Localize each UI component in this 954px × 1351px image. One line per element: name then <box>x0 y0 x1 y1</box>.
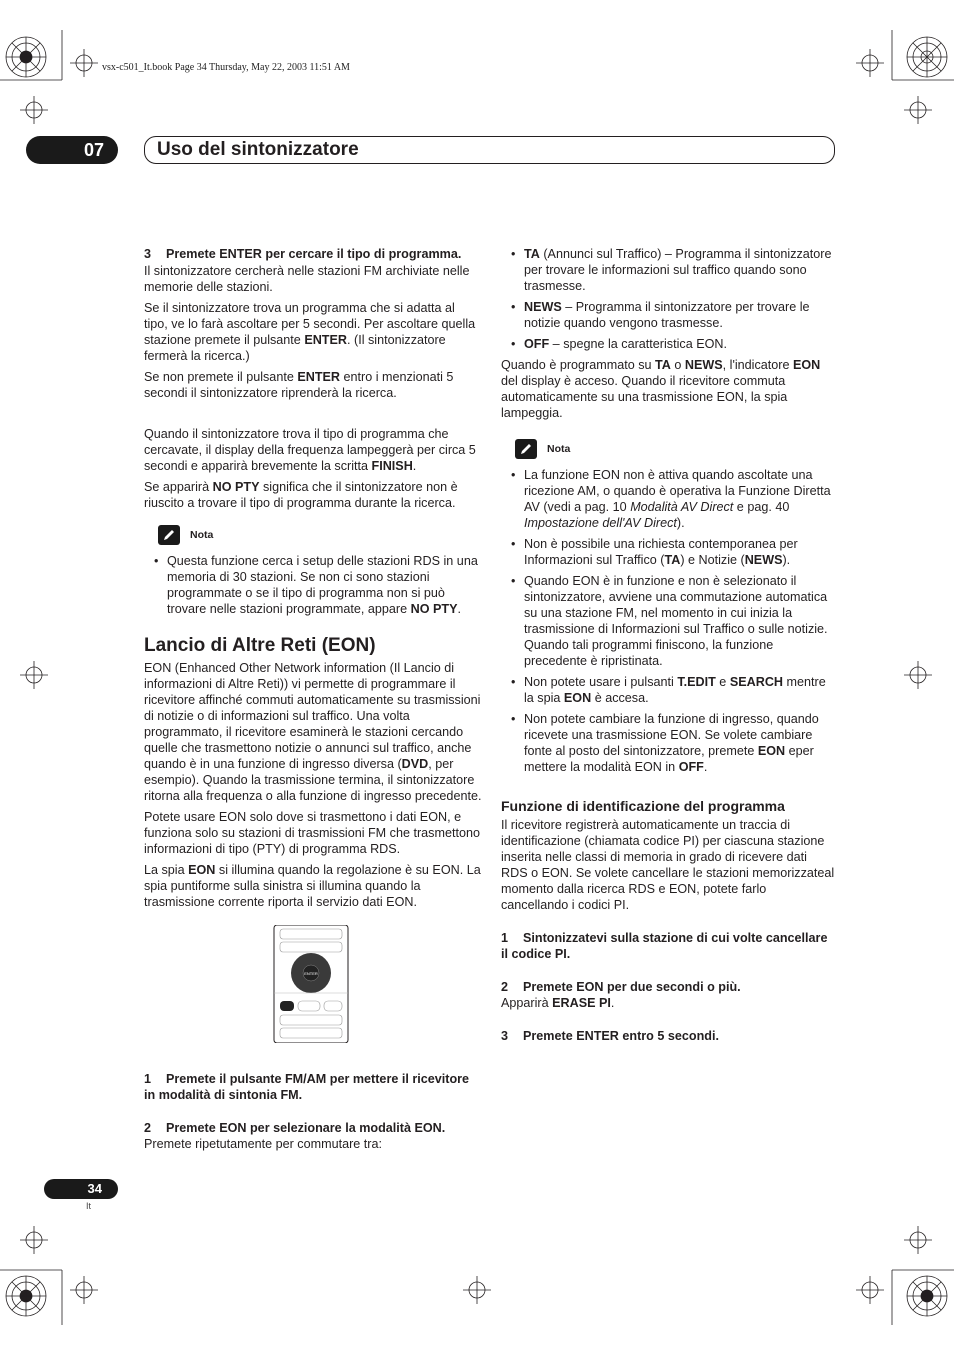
step-2-paragraph: Premete ripetutamente per commutare tra: <box>144 1137 382 1151</box>
left-column <box>144 246 482 1157</box>
step-2-heading: 2 Premete EON per selezionare la modalità EON. <box>144 1121 446 1135</box>
crosshair-bottom-center <box>463 1276 491 1304</box>
crosshair-left-middle <box>20 661 48 689</box>
pi-step-2-heading: 2 Premete EON per due secondi o più. <box>501 980 741 994</box>
note-list <box>144 553 482 617</box>
note-list <box>501 467 835 775</box>
right-column <box>501 246 835 1049</box>
list-item: • Non potete usare i pulsanti T.EDIT e SEARCH mentre la spia EON è accesa. <box>501 674 835 706</box>
eon-intro-paragraph: EON (Enhanced Other Network information (Il Lancio di informazioni di Altre Reti)) vi permette di programmare il ricevitore affinché commuti automaticamente su trasmissioni di notizie o di informazioni sul traffico. Una volta programmato, il ricevitore esaminerà le stazioni cercando quelle che trasmettono notizie o annunci sul traffico, anche quando è in una funzione di ingresso diversa (DVD, per esempio). Quando la trasmissione termina, il sintonizzatore ritorna alla frequenza o alla funzione di ingresso precedente. <box>144 661 482 803</box>
enter-paragraph: Se il sintonizzatore trova un programma che si adatta al tipo, ve lo farà ascoltare per 5 secondi. Per ascoltare quella stazione premete il pulsante ENTER. (Il sintonizzatore fermerà la ricerca.) <box>144 301 476 363</box>
pi-step-1-heading: 1 Sintonizzatevi sulla stazione di cui volte cancellare il codice PI. <box>501 931 828 961</box>
list-item: • TA (Annunci sul Traffico) – Programma il sintonizzatore per trovare le informazioni sul traffico quando sono trasmesse. <box>501 246 835 294</box>
registration-rosette-top-right <box>907 37 947 77</box>
crosshair-left-lower <box>20 1226 48 1254</box>
pi-paragraph: Il ricevitore registrerà automaticamente un traccia di identificazione (chiamata codice PI) per ciascuna stazione inserita nelle classi di memoria in grado di ricevere dati RDS o EON. Se volete cancellare le stazioni memorizzateal momento dalla ricerca RDS e EON, potete farlo cancellando i codici PI. <box>501 818 835 912</box>
eon-indicator-lit-paragraph: Quando è programmato su TA o NEWS, l'indicatore EON del display è acceso. Quando il ricevitore commuta automaticamente su una trasmissione EON, la spia lampeggia. <box>501 358 821 420</box>
list-item: • OFF – spegne la caratteristica EON. <box>501 336 835 352</box>
registration-rosette-bottom-left <box>6 1276 46 1316</box>
registration-rosette-bottom-right <box>907 1276 947 1316</box>
crosshair-top-right <box>856 49 884 77</box>
pencil-note-icon <box>515 439 537 459</box>
list-item: • Non è possibile una richiesta contemporanea per Informazioni sul Traffico (TA) e Notizie (NEWS). <box>501 536 835 568</box>
no-pty-paragraph: Se apparirà NO PTY significa che il sintonizzatore non è riuscito a trovare il tipo di programma durante la ricerca. <box>144 480 458 510</box>
pi-section-heading: Funzione di identificazione del programma <box>501 798 785 814</box>
crosshair-right-middle <box>904 661 932 689</box>
registration-rosette-top-left <box>6 37 46 77</box>
list-item: • NEWS – Programma il sintonizzatore per trovare le notizie quando vengono trasmesse. <box>501 299 835 331</box>
eon-section-heading: Lancio di Altre Reti (EON) <box>144 635 376 656</box>
list-item: • Non potete cambiare la funzione di ingresso, quando ricevete una trasmissione EON. Se volete cambiare fonte al posto del sintonizzatore, premete EON eper mettere la modalità EON in OFF. <box>501 711 835 775</box>
remote-control-illustration <box>272 925 350 1043</box>
step-1-heading: 1 Premete il pulsante FM/AM per mettere il ricevitore in modalità di sintonia FM. <box>144 1072 470 1102</box>
eon-availability-paragraph: Potete usare EON solo dove si trasmettono i dati EON, e funziona solo su stazioni di trasmissioni FM che trasmettono informazioni di tipo (PTY) di programma RDS. <box>144 810 480 856</box>
step-3-paragraph: Il sintonizzatore cercherà nelle stazioni FM archiviate nelle memorie delle stazioni. <box>144 264 470 294</box>
pi-step-3-heading: 3 Premete ENTER entro 5 secondi. <box>501 1029 719 1043</box>
timeout-paragraph: Se non premete il pulsante ENTER entro i menzionati 5 secondi il sintonizzatore riprenderà la ricerca. <box>144 370 454 400</box>
step-3-heading: 3 Premete ENTER per cercare il tipo di programma. <box>144 247 462 261</box>
finish-paragraph: Quando il sintonizzatore trova il tipo di programma che cercavate, il display della frequenza lampeggerà per circa 5 secondi e apparirà brevemente la scritta FINISH. <box>144 427 476 473</box>
pencil-note-icon <box>158 525 180 545</box>
page-number: 34 <box>44 1179 118 1199</box>
pi-step-2-paragraph: Apparirà ERASE PI. <box>501 996 615 1010</box>
remote-enter-label: ENTER <box>304 971 318 976</box>
crosshair-bottom-left <box>70 1276 98 1304</box>
eon-indicator-paragraph: La spia EON si illumina quando la regolazione è su EON. La spia puntiforme sulla sinistra si illumina quando la trasmissione corrente riporta il servizio dati EON. <box>144 863 481 909</box>
crosshair-top-left <box>70 49 98 77</box>
crosshair-bottom-right <box>856 1276 884 1304</box>
list-item: • Quando EON è in funzione e non è selezionato il sintonizzatore, avviene una commutazione automatica su una stazione FM, nel momento in cui inizia la trasmissione di Informazioni sul Traffico o sulle notizie. Quando tali programmi finiscono, la funzione precedente è ripristinata. <box>501 573 835 669</box>
list-item: • La funzione EON non è attiva quando ascoltate una ricezione AM, o quando è operativa la Funzione Diretta AV (vedi a pag. 10 Modalità AV Direct e pag. 40 Impostazione dell'AV Direct). <box>501 467 835 531</box>
eon-mode-list <box>501 246 835 352</box>
crosshair-right-lower <box>904 1226 932 1254</box>
crosshair-left-upper <box>20 96 48 124</box>
chapter-number: 07 <box>26 136 118 164</box>
chapter-title: Uso del sintonizzatore <box>144 136 835 164</box>
note-heading: Nota <box>158 525 482 545</box>
list-item: • Questa funzione cerca i setup delle stazioni RDS in una memoria di 30 stazioni. Se non ci sono stazioni programmate o se il tipo di programma non si può trovare nelle stazioni programmate, appare NO PTY. <box>144 553 482 617</box>
language-code: It <box>86 1201 92 1211</box>
crosshair-right-upper <box>904 96 932 124</box>
note-heading: Nota <box>515 439 835 459</box>
book-file-info: vsx-c501_It.book Page 34 Thursday, May 22, 2003 11:51 AM <box>102 62 350 73</box>
